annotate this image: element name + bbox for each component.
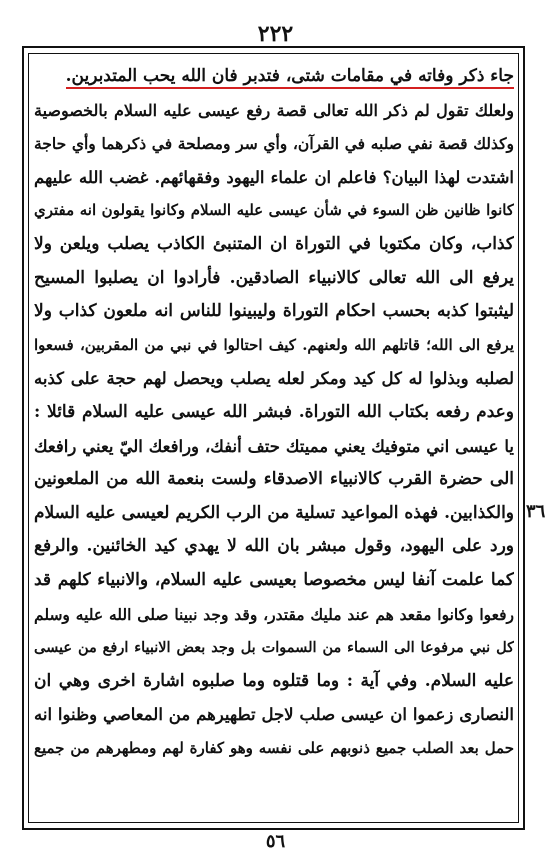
text-line: حمل بعد الصلب جميع ذنوبهم على نفسه وهو كفارة لهم ومطهرهم من جميع (34, 738, 514, 757)
text-line: والكذابين. فهذه المواعيد تسلية من الرب الكريم لعيسى عليه السلام (34, 502, 514, 523)
page-number-top: ٢٢٢ (257, 21, 294, 47)
underlined-phrase: جاء ذكر وفاته في مقامات شتى، فتدبر فان الله يحب المتدبرين. (66, 66, 514, 89)
text-line: كانوا ظانين ظن السوء في شأن عيسى عليه السلام وكانوا يقولون انه مفتري (34, 201, 514, 220)
text-line: يرفع الى الله تعالى كالانبياء الصادقين. فأرادوا ان يصلبوا المسيح (34, 267, 514, 288)
text-line: كذاب، وكان مكتوبا في التوراة ان المتنبئ الكاذب يصلب ويلعن ولا (34, 233, 514, 254)
text-line: اشتدت لهذا البيان؟ فاعلم ان علماء اليهود وفقهائهم. غضب الله عليهم (34, 167, 514, 187)
text-line: ليثبتوا كذبه بحسب احكام التوراة وليبينوا للناس انه ملعون كذاب ولا (34, 301, 514, 322)
text-block (34, 60, 514, 765)
margin-number: ٣٦ (526, 501, 546, 522)
text-line: يرفع الى الله؛ قاتلهم الله ولعنهم. كيف احتالوا في نبي من المقربين، فسعوا (34, 335, 514, 354)
text-line: النصارى زعموا ان عيسى صلب لاجل تطهيرهم من المعاصي وظنوا انه (34, 705, 514, 725)
text-line: وعدم رفعه بكتاب الله التوراة. فبشر الله عيسى عليه السلام قائلا : (34, 401, 514, 422)
text-line: وكذلك قصة نفي صلبه في القرآن، وأي سر ومصلحة في ذكرهما وأي حاجة (34, 134, 514, 154)
text-line: عليه السلام. وفي آية : وما قتلوه وما صلبوه اشارة اخرى وهي ان (34, 670, 514, 691)
page-number-bottom: ٥٦ (265, 831, 286, 852)
text-line: رفعوا وكانوا مقعد هم عند مليك مقتدر، وقد وجد نبينا صلى الله عليه وسلم (34, 604, 514, 624)
text-line: الى حضرة القرب كالانبياء الاصدقاء ولست بنعمة الله من الملعونين (34, 469, 514, 490)
text-line: ورد على اليهود، وقول مبشر بان الله لا يهدي كيد الخائنين. والرفع (34, 536, 514, 557)
text-line: كما علمت آنفا ليس مخصوصا بعيسى عليه السلام، والانبياء كلهم قد (34, 569, 514, 590)
text-line: يا عيسى اني متوفيك يعني مميتك حتف أنفك، ورافعك اليّ يعني رافعك (34, 436, 514, 456)
text-line: كل نبي مرفوعا الى السماء من السموات بل وجد بعض الانبياء ارفع من عيسى (34, 639, 514, 657)
text-line: ولعلك تقول لم ذكر الله تعالى قصة رفع عيسى عليه السلام بالخصوصية (34, 100, 514, 120)
text-line: لصلبه وبذلوا له كل كيد ومكر لعله يصلب ويحصل لهم حجة على كذبه (34, 369, 514, 389)
text-line (34, 60, 514, 94)
